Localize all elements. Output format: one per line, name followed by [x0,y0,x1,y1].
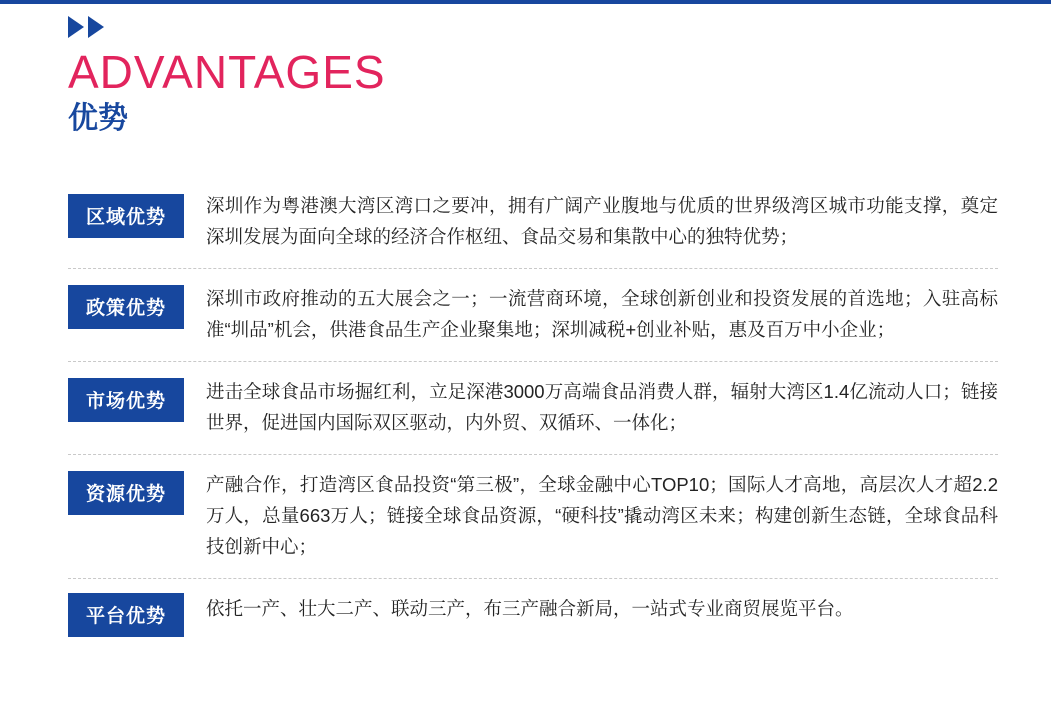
double-chevron-right-icon [68,14,968,40]
advantage-text: 产融合作，打造湾区食品投资“第三极”，全球金融中心TOP10；国际人才高地，高层次人才超2.2万人，总量663万人；链接全球食品资源，“硬科技”撬动湾区未来；构建创新生态链，全球食品科技创新中心； [206,474,998,557]
advantage-text: 深圳市政府推动的五大展会之一；一流营商环境，全球创新创业和投资发展的首选地；入驻高标准“圳品”机会，供港食品生产企业聚集地；深圳减税+创业补贴，惠及百万中小企业； [206,288,998,340]
advantage-text: 依托一产、壮大二产、联动三产，布三产融合新局，一站式专业商贸展览平台。 [206,598,854,619]
advantage-text: 进击全球食品市场掘红利，立足深港3000万高端食品消费人群，辐射大湾区1.4亿流动人口；链接世界，促进国内国际双区驱动，内外贸、双循环、一体化； [206,381,998,433]
advantage-tag: 资源优势 [68,471,184,515]
advantage-tag: 市场优势 [68,378,184,422]
advantages-list [68,190,998,667]
advantage-tag: 政策优势 [68,285,184,329]
page-title-cn: 优势 [68,102,128,135]
advantage-tag: 平台优势 [68,593,184,637]
list-item [68,376,998,455]
list-item [68,469,998,579]
list-item [68,283,998,362]
advantage-text: 深圳作为粤港澳大湾区湾口之要冲，拥有广阔产业腹地与优质的世界级湾区城市功能支撑，奠定深圳发展为面向全球的经济合作枢纽、食品交易和集散中心的独特优势； [206,195,998,247]
advantage-tag: 区域优势 [68,194,184,238]
page-title-en: ADVANTAGES [68,46,386,98]
list-item [68,190,998,269]
list-item [68,593,998,653]
top-blue-rule [0,0,1051,4]
page-header [68,14,968,138]
